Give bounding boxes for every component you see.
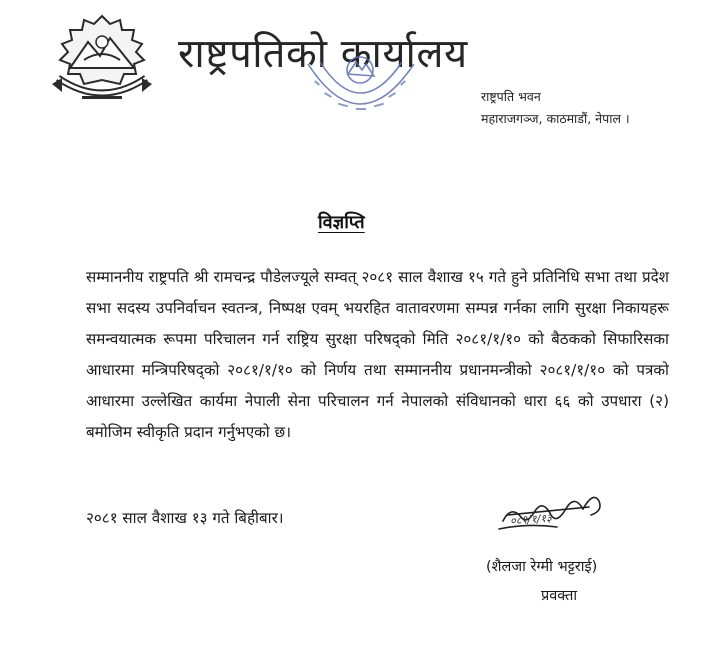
signature-date: ०८१/१/१३ [509,511,553,528]
notice-date: २०८१ साल वैशाख १३ गते बिहीबार। [86,509,284,527]
office-address [481,86,630,130]
signer-name: (शैलजा रेग्मी भट्टराई) [486,559,598,575]
nepal-emblem-icon [44,12,160,112]
signer-designation: प्रवक्ता [541,588,578,604]
address-line-1: राष्ट्रपति भवन [481,89,541,104]
office-seal-icon [300,52,422,130]
notice-heading: विज्ञप्ति [318,212,365,233]
office-title: राष्ट्रपतिको कार्यालय [178,31,468,77]
notice-body: सम्माननीय राष्ट्रपति श्री रामचन्द्र पौडेलज्यूले सम्वत् २०८१ साल वैशाख १५ गते हुने प्रतिनिधि सभा तथा प्रदेश सभा सदस्य उपनिर्वाचन स्वतन्त्र, निष्पक्ष एवम् भयरहित वातावरणमा सम्पन्न गर्नका लागि सुरक्षा निकायहरू समन्वयात्मक रूपमा परिचालन गर्न राष्ट्रिय सुरक्षा परिषद्को मिति २०८१/१/१० को बैठकको सिफारिसका आधारमा मन्त्रिपरिषद्को २०८१/१/१० को निर्णय तथा सम्माननीय प्रधानमन्त्रीको २०८१/१/१० को पत्रको आधारमा उल्लेखित कार्यमा नेपाली सेना परिचालन गर्न नेपालको संविधानको धारा ६६ को उपधारा (२) बमोजिम स्वीकृति प्रदान गर्नुभएको छ। [86,268,669,441]
address-line-2: महाराजगञ्ज, काठमाडौं, नेपाल । [481,111,630,126]
